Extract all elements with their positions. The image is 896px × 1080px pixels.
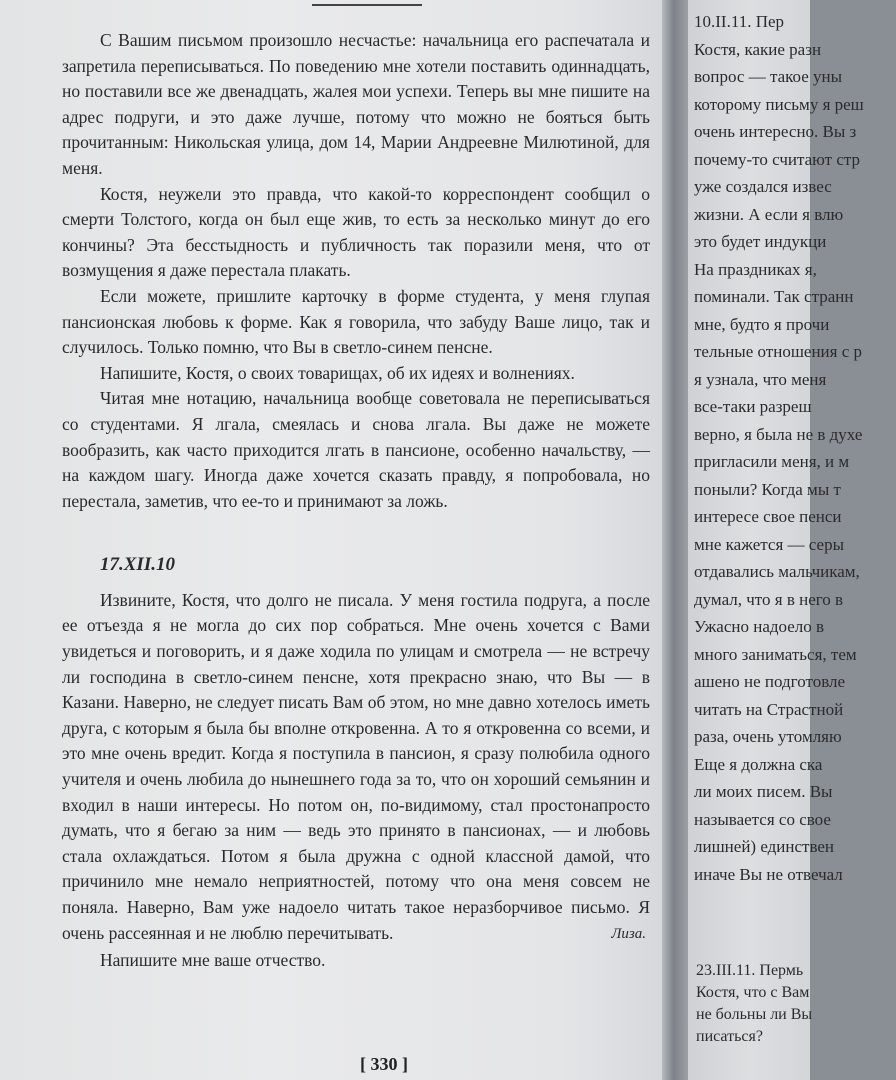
paragraph: Костя, неужели это правда, что какой-то корреспондент сообщил о смерти Толстого, когда он был еще жив, то есть за несколько минут до его кончины? Эта бесстыдность и публичность так поразили меня, что от возмущения я даже перестала плакать. (62, 183, 650, 281)
text-line: называется со свое (694, 809, 831, 829)
text-line: не больны ли Вы (696, 1006, 813, 1023)
text-line: Костя, какие разн (694, 39, 822, 59)
text-line: думал, что я в него в (694, 589, 844, 609)
text-line: Еще я должна ска (694, 754, 823, 774)
text-line: очень интересно. Вы з (694, 122, 857, 141)
right-page-letter-start (696, 960, 896, 1048)
paragraph: Если можете, пришлите карточку в форме студента, у меня глупая пансионская любовь к форме. Как я говорила, что забуду Ваше лицо, так и случилось. Только помню, что Вы в светло-синем пенсне. (62, 285, 650, 358)
right-page-text (694, 8, 894, 888)
text-line: писаться? (696, 1028, 763, 1045)
text-line: мне кажется — серы (694, 534, 844, 554)
header-rule (312, 4, 422, 6)
text-line: На праздниках я, (694, 259, 817, 279)
text-line: раза, очень утомляю (694, 727, 842, 746)
paragraph: Напишите мне ваше отчество. (100, 949, 326, 970)
text-line: иначе Вы не отвечал (694, 864, 843, 884)
paragraph: С Вашим письмом произошло несчастье: начальница его распечатала и запретила переписываться. По поведению мне хотели поставить одиннадцать, но поставили все же двенадцать, жалея мои успехи. Теперь вы мне пишите на адрес подруги, и это даже лучше, потому что можно не бояться быть прочитанным: Никольская улица, дом 14, Марии Андреевне Милютиной, для меня. (62, 30, 650, 178)
paragraph: Извините, Костя, что долго не писала. У меня гостила подруга, а после ее отъезда я не могла до сих пор собраться. Мне очень хочется с Вами увидеться и поговорить, и я даже ходила по улицам и смотрела — не встречу ли господина в светло-синем пенсне, хотя прекрасно знаю, что Вы — в Казани. Наверно, не следует писать Вам об этом, но мне давно хотелось иметь друга, с которым я была бы вполне откровенна. А то я откровенна со всеми, и это мне очень вредит. Когда я поступила в пансион, я сразу полюбила одного учителя и очень любила до нынешнего года за то, что он хороший семьянин и входил в наши интересы. Но потом он, по-видимому, стал простонапросто думать, что я бегаю за ним — ведь это принято в пансионах, — и любовь стала охлаждаться. Потом я была дружна с одной классной дамой, что причинило мне немало неприятностей, потому что она меня совсем не поняла. Наверно, Вам уже надоело читать такое неразборчивое письмо. Я очень рассеянная и не люблю перечитывать. (62, 589, 650, 943)
text-line: которому письму я реш (694, 94, 864, 114)
paragraph: Напишите, Костя, о своих товарищах, об их идеях и волнениях. (100, 362, 575, 383)
text-line: поминали. Так странн (694, 287, 854, 306)
text-line: отдавались мальчикам, (694, 562, 860, 581)
paragraph: Читая мне нотацию, начальница вообще советовала не переписываться со студентами. Я лгала, смеялась и снова лгала. Вы даже не можете вообразить, как часто приходится лгать в пансионе, особенно начальству, — на каждом шагу. Иногда даже хочется сказать правду, я попробовала, но перестала, заметив, что ее-то и принимают за ложь. (62, 388, 650, 511)
text-line: много заниматься, тем (694, 644, 857, 664)
text-line: верно, я была не в духе (694, 424, 863, 444)
text-line: почему-то считают стр (694, 149, 860, 169)
text-line: все-таки разреш (694, 397, 812, 416)
text-line: интересе свое пенси (694, 507, 842, 526)
text-line: жизни. А если я влю (694, 204, 844, 224)
date-heading: 17.XII.10 (100, 554, 175, 576)
text-line: читать на Страстной (694, 699, 844, 719)
text-line: 10.II.11. Пер (694, 12, 785, 31)
text-line: Костя, что с Вам (696, 984, 810, 1001)
right-page (688, 0, 864, 1080)
text-line: тельные отношения с р (694, 342, 863, 361)
text-line: ашено не подготовле (694, 672, 846, 691)
signature: Лиза. (611, 926, 646, 943)
text-line: это будет индукци (694, 232, 827, 251)
book-gutter (662, 0, 688, 1080)
date-heading: 23.III.11. Пермь (696, 962, 804, 979)
page-number: [ 330 ] (360, 1054, 408, 1074)
text-line: вопрос — такое уны (694, 67, 843, 86)
text-line: я узнала, что меня (694, 369, 827, 389)
text-line: мне, будто я прочи (694, 314, 830, 334)
text-line: уже создался извес (694, 177, 832, 196)
text-line: лишней) единствен (694, 837, 835, 856)
letter-text (62, 28, 650, 973)
text-line: Ужасно надоело в (694, 617, 825, 636)
text-line: поныли? Когда мы т (694, 479, 841, 499)
text-line: пригласили меня, и м (694, 452, 850, 471)
text-line: ли моих писем. Вы (694, 782, 833, 801)
